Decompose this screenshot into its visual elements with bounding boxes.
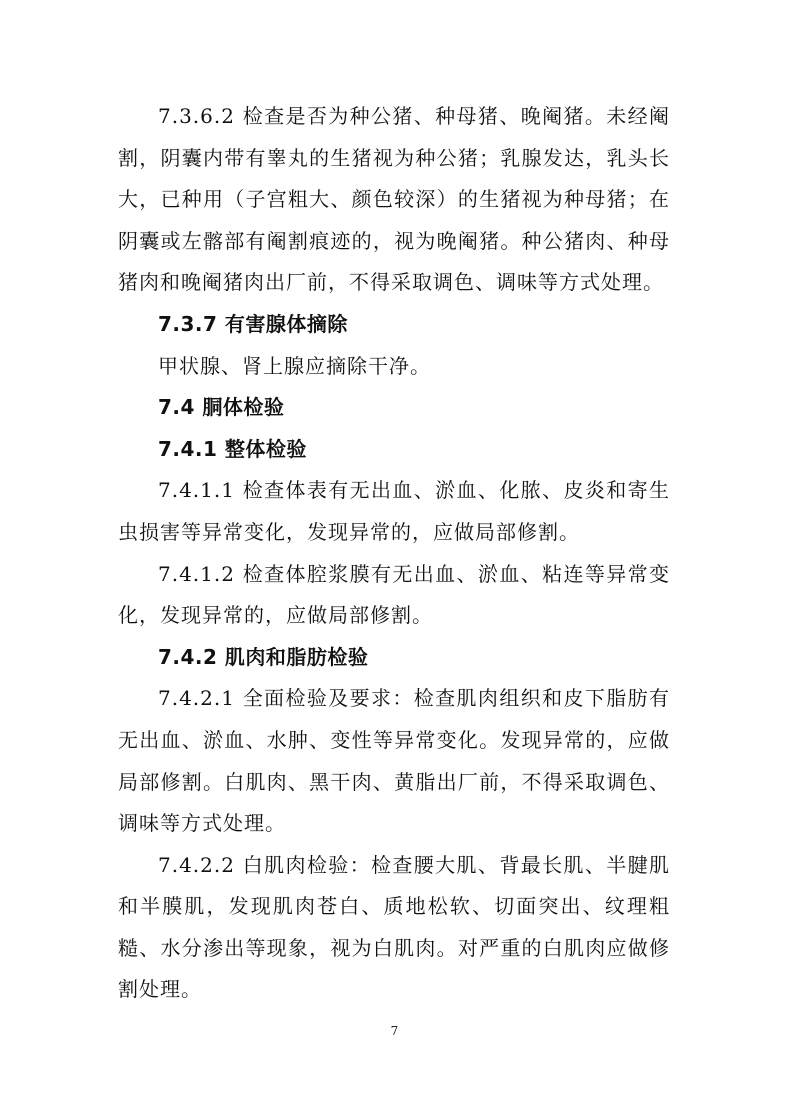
paragraph-7-4-1-1: 7.4.1.1 检查体表有无出血、淤血、化脓、皮炎和寄生虫损害等异常变化，发现异常的，应做局部修割。 [118,478,670,544]
heading-7-3-7: 7.3.7 有害腺体摘除 [158,311,348,336]
paragraph-7-3-6-2: 7.3.6.2 检查是否为种公猪、种母猪、晚阉猪。未经阉割，阴囊内带有睾丸的生猪视为种公猪；乳腺发达，乳头长大，已种用（子宫粗大、颜色较深）的生猪视为种母猪；在阴囊或左髂部有阉割痕迹的，视为晚阉猪。种公猪肉、种母猪肉和晚阉猪肉出厂前，不得采取调色、调味等方式处理。 [118,104,670,295]
paragraph-gland-removal: 甲状腺、肾上腺应摘除干净。 [158,353,431,378]
paragraph-7-4-2-1: 7.4.2.1 全面检验及要求：检查肌肉组织和皮下脂肪有无出血、淤血、水肿、变性等异常变化。发现异常的，应做局部修割。白肌肉、黑干肉、黄脂出厂前，不得采取调色、调味等方式处理。 [118,686,670,836]
heading-7-4-1: 7.4.1 整体检验 [158,436,307,461]
paragraph-7-4-1-2: 7.4.1.2 检查体腔浆膜有无出血、淤血、粘连等异常变化，发现异常的，应做局部修割。 [118,561,670,628]
heading-7-4-2: 7.4.2 肌肉和脂肪检验 [158,644,369,669]
paragraph-7-4-2-2: 7.4.2.2 白肌肉检验：检查腰大肌、背最长肌、半腱肌和半膜肌，发现肌肉苍白、质地松软、切面突出、纹理粗糙、水分渗出等现象，视为白肌肉。对严重的白肌肉应做修割处理。 [118,852,670,1002]
heading-7-4: 7.4 胴体检验 [158,395,285,420]
document-body [118,96,670,1011]
page-number: 7 [390,1024,399,1038]
